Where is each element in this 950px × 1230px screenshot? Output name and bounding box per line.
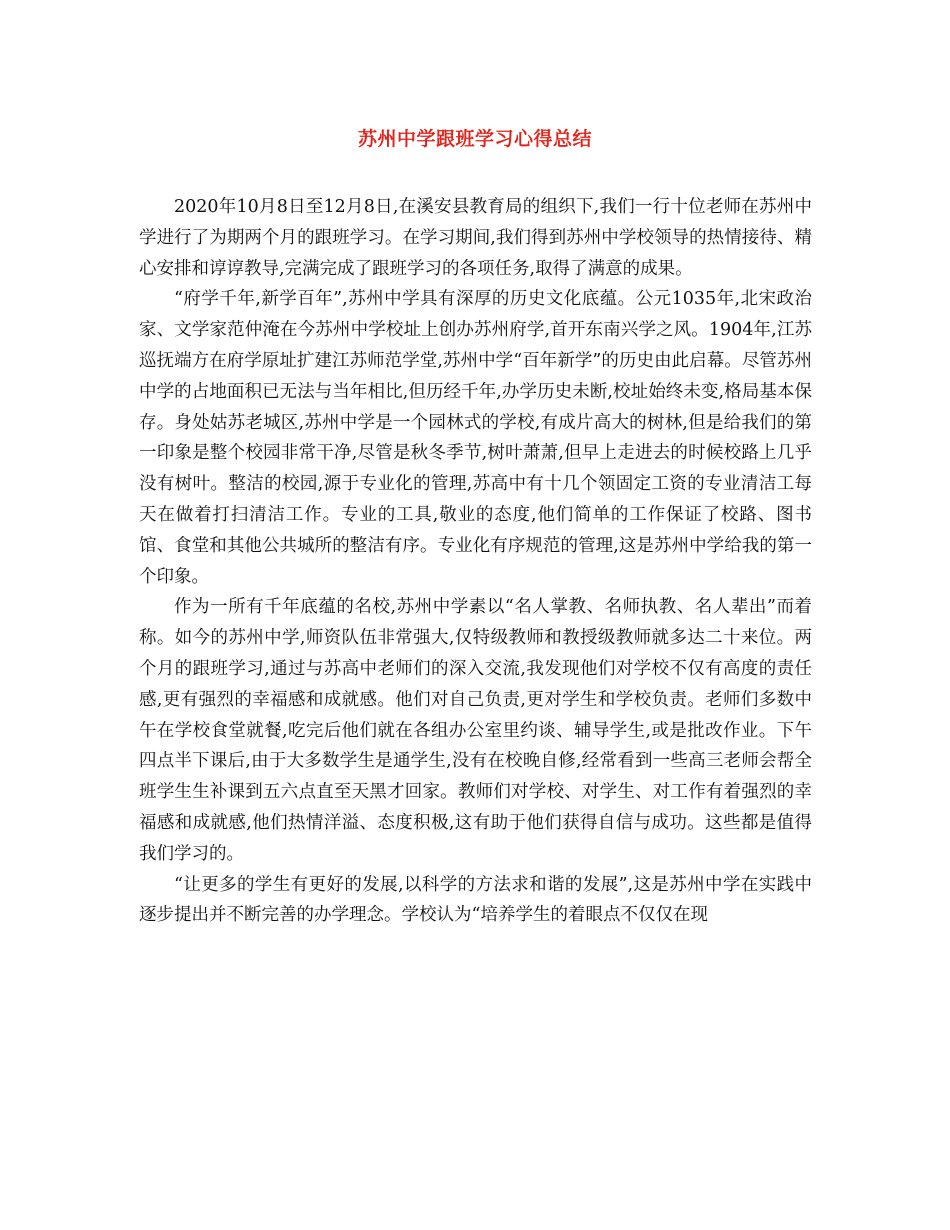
paragraph-1: 2020年10月8日至12月8日,在溪安县教育局的组织下,我们一行十位老师在苏州中学进行了为期两个月的跟班学习。在学习期间,我们得到苏州中学校领导的热情接待、精心安排和谆谆教导,完满完成了跟班学习的各项任务,取得了满意的成果。: [139, 197, 812, 279]
paragraph-2: “府学千年,新学百年”,苏州中学具有深厚的历史文化底蕴。公元1035年,北宋政治家、文学家范仲淹在今苏州中学校址上创办苏州府学,首开东南兴学之风。1904年,江苏巡抚端方在府学原址扩建江苏师范学堂,苏州中学“百年新学”的历史由此启幕。尽管苏州中学的占地面积已无法与当年相比,但历经千年,办学历史未断,校址始终未变,格局基本保存。身处姑苏老城区,苏州中学是一个园林式的学校,有成片高大的树林,但是给我们的第一印象是整个校园非常干净,尽管是秋冬季节,树叶萧萧,但早上走进去的时候校路上几乎没有树叶。整洁的校园,源于专业化的管理,苏高中有十几个领固定工资的专业清洁工每天在做着打扫清洁工作。专业的工具,敬业的态度,他们简单的工作保证了校路、图书馆、食堂和其他公共城所的整洁有序。专业化有序规范的管理,这是苏州中学给我的第一个印象。: [139, 289, 812, 587]
paragraph-3: 作为一所有千年底蕴的名校,苏州中学素以“名人掌教、名师执教、名人辈出”而着称。如今的苏州中学,师资队伍非常强大,仅特级教师和教授级教师就多达二十来位。两个月的跟班学习,通过与苏高中老师们的深入交流,我发现他们对学校不仅有高度的责任感,更有强烈的幸福感和成就感。他们对自己负责,更对学生和学校负责。老师们多数中午在学校食堂就餐,吃完后他们就在各组办公室里约谈、辅导学生,或是批改作业。下午四点半下课后,由于大多数学生是通学生,没有在校晚自修,经常看到一些高三老师会帮全班学生生补课到五六点直至天黑才回家。教师们对学校、对学生、对工作有着强烈的幸福感和成就感,他们热情洋溢、态度积极,这有助于他们获得自信与成功。这些都是值得我们学习的。: [139, 597, 812, 864]
paragraph-4: “让更多的学生有更好的发展,以科学的方法求和谐的发展”,这是苏州中学在实践中逐步提出并不断完善的办学理念。学校认为“培养学生的着眼点不仅仅在现: [139, 874, 812, 926]
document-title: 苏州中学跟班学习心得总结: [357, 128, 592, 150]
document-body: [139, 192, 812, 931]
